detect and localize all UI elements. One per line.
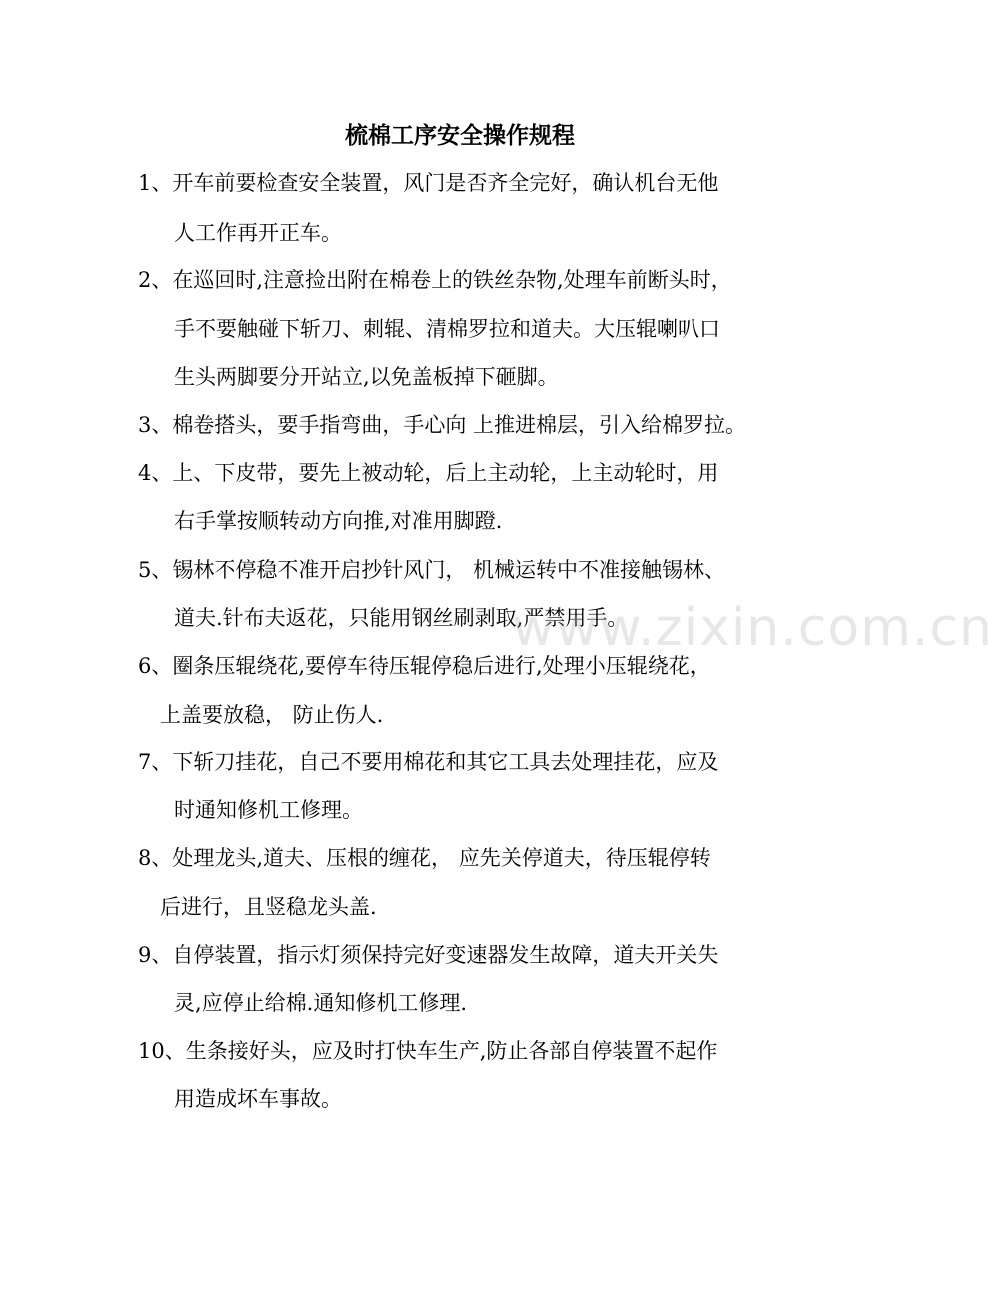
rule-8-line-2: 后进行，且竖稳龙头盖. — [160, 895, 377, 919]
rule-5-line-2: 道夫.针布夫返花，只能用钢丝刷剥取,严禁用手。 — [174, 606, 629, 630]
document-title: 梳棉工序安全操作规程 — [345, 122, 575, 149]
watermark: www.zixin.com.cn — [512, 598, 993, 658]
rule-10-line-1: 10、生条接好头，应及时打快车生产,防止各部自停装置不起作 — [138, 1039, 718, 1063]
rule-5-line-1: 5、锡林不停稳不准开启抄针风门， 机械运转中不准接触锡林、 — [138, 558, 726, 582]
rule-6-line-2: 上盖要放稳， 防止伤人. — [160, 703, 384, 727]
rule-4-line-2: 右手掌按顺转动方向推,对准用脚蹬. — [174, 509, 503, 533]
rule-7-line-1: 7、下斩刀挂花，自己不要用棉花和其它工具去处理挂花，应及 — [138, 750, 719, 774]
rule-8-line-1: 8、处理龙头,道夫、压根的缠花， 应先关停道夫，待压辊停转 — [138, 846, 711, 870]
rule-9-line-2: 灵,应停止给棉.通知修机工修理. — [174, 991, 468, 1015]
rule-2-line-1: 2、在巡回时,注意捡出附在棉卷上的铁丝杂物,处理车前断头时， — [138, 268, 732, 292]
rule-2-line-3: 生头两脚要分开站立,以免盖板掉下砸脚。 — [174, 365, 559, 389]
rule-3-line-1: 3、棉卷搭头，要手指弯曲，手心向 上推进棉层，引入给棉罗拉。 — [138, 413, 747, 437]
rule-1-line-2: 人工作再开正车。 — [174, 221, 342, 245]
rule-6-line-1: 6、圈条压辊绕花,要停车待压辊停稳后进行,处理小压辊绕花， — [138, 654, 711, 678]
rule-9-line-1: 9、自停装置，指示灯须保持完好变速器发生故障，道夫开关失 — [138, 943, 719, 967]
rule-10-line-2: 用造成坏车事故。 — [174, 1087, 342, 1111]
rule-7-line-2: 时通知修机工修理。 — [174, 798, 363, 822]
rule-1-line-1: 1、开车前要检查安全装置，风门是否齐全完好，确认机台无他 — [138, 171, 719, 195]
rule-4-line-1: 4、上、下皮带，要先上被动轮，后上主动轮，上主动轮时，用 — [138, 461, 719, 485]
rule-2-line-2: 手不要触碰下斩刀、刺辊、清棉罗拉和道夫。大压辊喇叭口 — [174, 317, 720, 341]
